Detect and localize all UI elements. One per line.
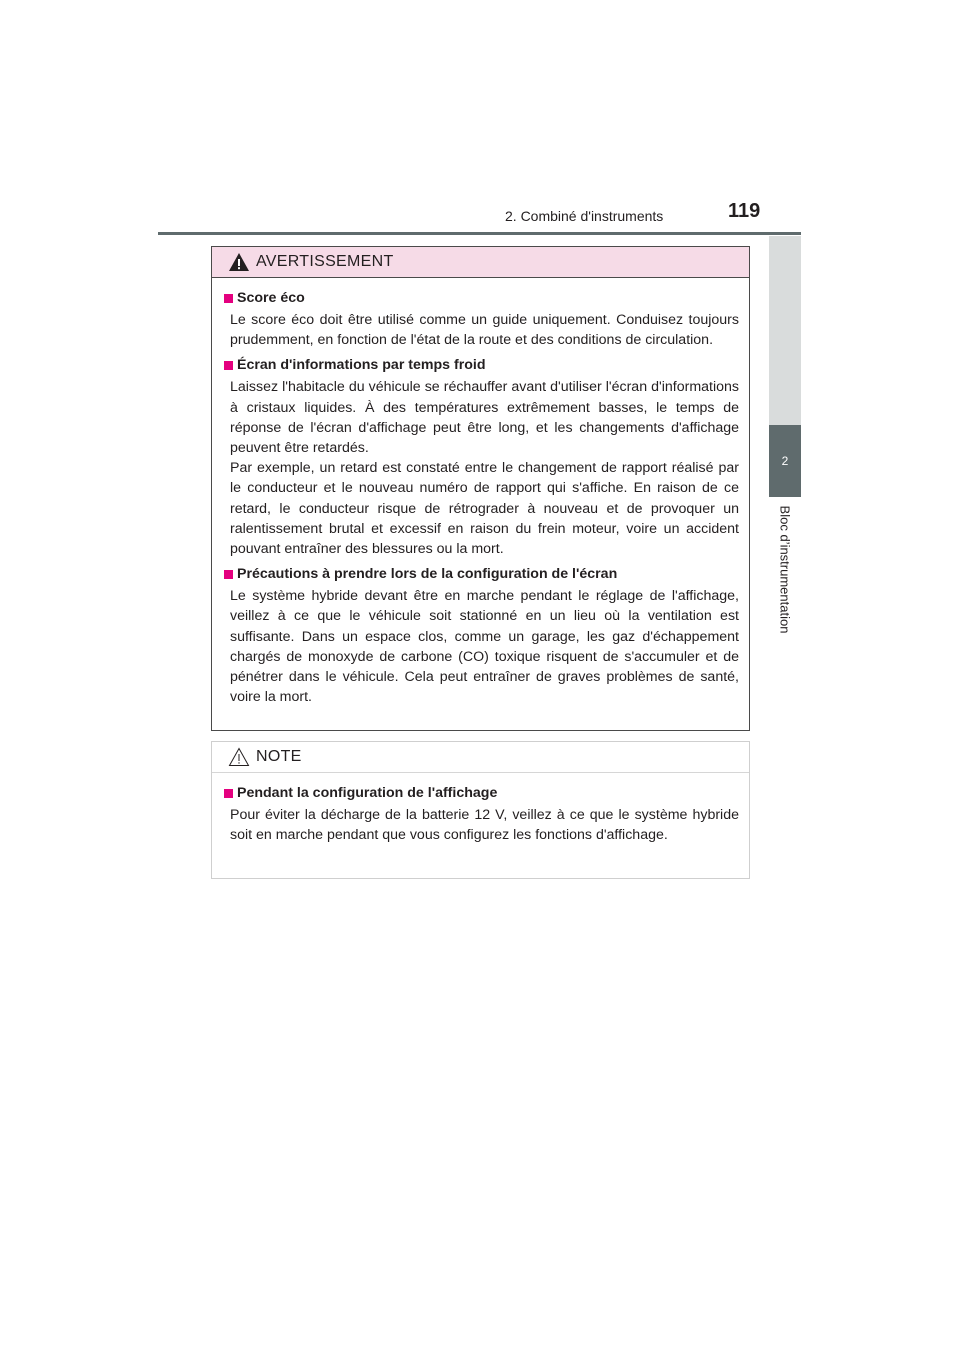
page-number: 119 [728, 200, 761, 222]
note-box [211, 741, 750, 879]
warning-item [224, 288, 739, 350]
item-paragraph: Le système hybride devant être en marche pendant le réglage de l'affichage, veillez à ce que le véhicule soit stationné en un lieu où la ventilation est suffisante. Dans un espace clos, comme un garage, les gaz d'échappement chargés de monoxyde de carbone (CO) toxique risquent de s'accumuler et de pénétrer dans le véhicule. Cela peut entraîner de graves problèmes de santé, voire la mort. [230, 588, 739, 706]
bullet-square-icon [224, 570, 233, 579]
chapter-number: 2 [781, 454, 789, 468]
item-title: Écran d'informations par temps froid [237, 357, 486, 374]
item-paragraph: Le score éco doit être utilisé comme un guide uniquement. Conduisez toujours prudemment, en fonction de l'état de la route et des conditions de circulation. [230, 312, 739, 349]
bullet-square-icon [224, 789, 233, 798]
note-body [212, 773, 749, 845]
item-title: Score éco [237, 290, 305, 306]
item-title: Pendant la configuration de l'affichage [237, 785, 498, 801]
item-paragraph: Pour éviter la décharge de la batterie 12 V, veillez à ce que le système hybride soit en marche pendant que vous configurez les fonctions d'affichage. [230, 807, 739, 844]
item-title: Précautions à prendre lors de la configuration de l'écran [237, 566, 618, 583]
chapter-label-container [769, 497, 801, 642]
warning-item [224, 355, 739, 559]
bullet-square-icon [224, 294, 233, 303]
caution-outline-triangle-icon [228, 747, 250, 767]
warning-box [211, 246, 750, 731]
item-paragraph: Laissez l'habitacle du véhicule se réchauffer avant d'utiliser l'écran d'informations à cristaux liquides. À des températures extrêmement basses, le temps de réponse de l'écran d'affichage peut être long, et les changements d'affichage peuvent être retardés. [230, 379, 739, 457]
section-title: 2. Combiné d'instruments [505, 208, 664, 224]
item-paragraph: Par exemple, un retard est constaté entre le changement de rapport réalisé par le conducteur et le nouveau numéro de rapport qui s'affiche. En raison de ce retard, le conducteur risque de rétrograder à nouveau et de provoquer un ralentissement brutal et excessif en raison du frein moteur, voire un accident pouvant entraîner des blessures ou la mort. [230, 460, 739, 558]
bullet-square-icon [224, 361, 233, 370]
note-header [212, 742, 749, 773]
warning-triangle-icon [228, 252, 250, 272]
warning-body [212, 278, 749, 707]
warning-header [212, 247, 749, 278]
side-tab-upper [769, 236, 801, 425]
chapter-label: Bloc d’instrumentation [777, 505, 793, 634]
warning-title: AVERTISSEMENT [256, 253, 394, 270]
warning-item [224, 564, 739, 707]
note-item [224, 783, 739, 845]
note-title: NOTE [256, 748, 302, 765]
chapter-tab [769, 425, 801, 497]
header-rule [158, 232, 801, 235]
